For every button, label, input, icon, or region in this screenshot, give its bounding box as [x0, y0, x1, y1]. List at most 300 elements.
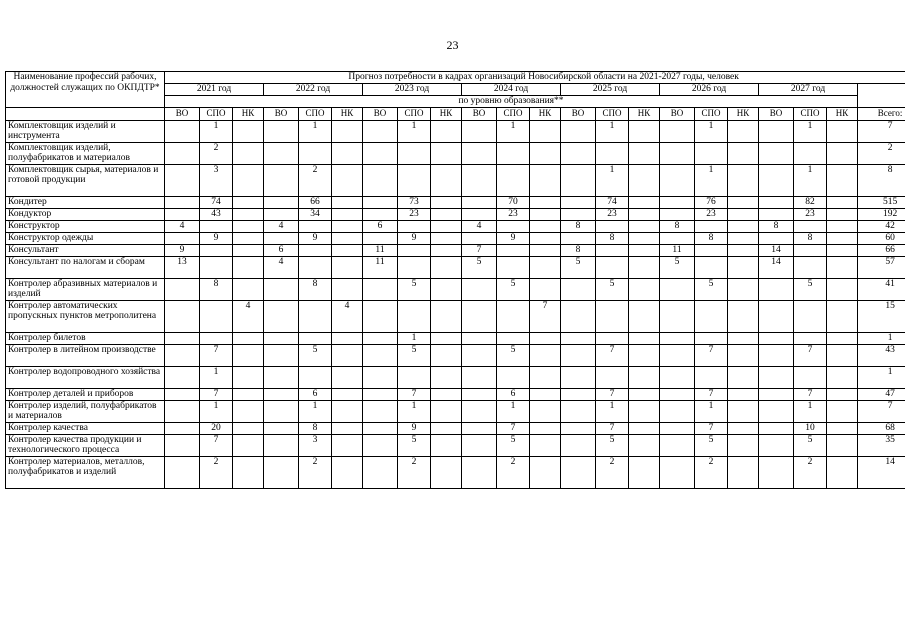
value-cell [759, 121, 794, 143]
value-cell [398, 257, 431, 279]
level-header: СПО [596, 108, 629, 121]
value-cell [431, 301, 462, 333]
value-cell [530, 143, 561, 165]
value-cell: 5 [299, 345, 332, 367]
value-cell [596, 245, 629, 257]
value-cell [332, 389, 363, 401]
value-cell: 8 [561, 245, 596, 257]
value-cell: 20 [200, 423, 233, 435]
value-cell [363, 333, 398, 345]
value-cell: 8 [660, 221, 695, 233]
value-cell [561, 345, 596, 367]
value-cell [165, 345, 200, 367]
value-cell [695, 143, 728, 165]
value-cell [695, 257, 728, 279]
value-cell [530, 197, 561, 209]
value-cell: 8 [200, 279, 233, 301]
value-cell [431, 367, 462, 389]
level-header: НК [530, 108, 561, 121]
row-total: 8 [858, 165, 905, 197]
table-row [6, 279, 905, 301]
value-cell [299, 143, 332, 165]
row-total: 14 [858, 457, 905, 489]
value-cell: 7 [462, 245, 497, 257]
value-cell [462, 279, 497, 301]
value-cell [233, 143, 264, 165]
value-cell [660, 301, 695, 333]
value-cell: 4 [264, 257, 299, 279]
value-cell [462, 121, 497, 143]
level-header: ВО [759, 108, 794, 121]
value-cell [759, 345, 794, 367]
value-cell [398, 221, 431, 233]
value-cell: 1 [794, 165, 827, 197]
value-cell [462, 233, 497, 245]
profession-name: Конструктор одежды [6, 233, 165, 245]
value-cell [233, 367, 264, 389]
value-cell [728, 301, 759, 333]
profession-name: Кондитер [6, 197, 165, 209]
value-cell [561, 279, 596, 301]
value-cell [233, 435, 264, 457]
value-cell [363, 435, 398, 457]
value-cell [695, 301, 728, 333]
row-total: 192 [858, 209, 905, 221]
value-cell [759, 423, 794, 435]
value-cell [363, 389, 398, 401]
year-header: 2022 год [264, 84, 363, 96]
value-cell [497, 245, 530, 257]
value-cell [332, 257, 363, 279]
table-row [6, 197, 905, 209]
value-cell [431, 389, 462, 401]
table-row [6, 333, 905, 345]
value-cell: 70 [497, 197, 530, 209]
value-cell [827, 221, 858, 233]
value-cell [530, 279, 561, 301]
value-cell: 2 [200, 143, 233, 165]
profession-name: Контролер автоматических пропускных пунктов метрополитена [6, 301, 165, 333]
value-cell [629, 279, 660, 301]
level-header: ВО [462, 108, 497, 121]
table-row [6, 245, 905, 257]
value-cell [827, 209, 858, 221]
value-cell: 7 [200, 389, 233, 401]
value-cell [660, 457, 695, 489]
value-cell [530, 245, 561, 257]
value-cell [728, 333, 759, 345]
value-cell [165, 333, 200, 345]
value-cell [264, 435, 299, 457]
table-row [6, 221, 905, 233]
value-cell [462, 165, 497, 197]
level-header: НК [332, 108, 363, 121]
value-cell [431, 197, 462, 209]
value-cell [728, 165, 759, 197]
value-cell [264, 121, 299, 143]
value-cell [462, 209, 497, 221]
value-cell [462, 457, 497, 489]
value-cell [827, 143, 858, 165]
value-cell [530, 401, 561, 423]
value-cell [530, 367, 561, 389]
value-cell: 5 [398, 435, 431, 457]
value-cell: 6 [363, 221, 398, 233]
value-cell: 4 [233, 301, 264, 333]
value-cell [165, 367, 200, 389]
value-cell [363, 301, 398, 333]
value-cell [629, 143, 660, 165]
workforce-forecast-table [5, 71, 905, 489]
value-cell [629, 423, 660, 435]
value-cell [497, 257, 530, 279]
level-header: НК [728, 108, 759, 121]
value-cell: 5 [398, 279, 431, 301]
value-cell: 7 [398, 389, 431, 401]
value-cell [233, 245, 264, 257]
value-cell [264, 233, 299, 245]
value-cell [530, 165, 561, 197]
value-cell [660, 233, 695, 245]
level-header: СПО [200, 108, 233, 121]
value-cell [264, 389, 299, 401]
value-cell [363, 197, 398, 209]
value-cell: 7 [530, 301, 561, 333]
value-cell [233, 345, 264, 367]
value-cell: 5 [596, 435, 629, 457]
value-cell: 6 [264, 245, 299, 257]
table-row [6, 233, 905, 245]
value-cell: 73 [398, 197, 431, 209]
value-cell [363, 165, 398, 197]
value-cell [299, 301, 332, 333]
value-cell [561, 333, 596, 345]
value-cell [759, 333, 794, 345]
value-cell: 5 [794, 435, 827, 457]
value-cell: 5 [497, 345, 530, 367]
value-cell [332, 423, 363, 435]
value-cell: 14 [759, 245, 794, 257]
name-column-header: Наименование профессий рабочих, должностей служащих по ОКПДТР* [6, 72, 165, 108]
value-cell [431, 233, 462, 245]
value-cell [660, 389, 695, 401]
row-total: 66 [858, 245, 905, 257]
value-cell [660, 345, 695, 367]
value-cell [660, 435, 695, 457]
value-cell [561, 435, 596, 457]
value-cell: 43 [200, 209, 233, 221]
value-cell: 1 [596, 165, 629, 197]
value-cell [695, 367, 728, 389]
value-cell [264, 345, 299, 367]
value-cell [794, 301, 827, 333]
value-cell: 9 [497, 233, 530, 245]
value-cell [728, 457, 759, 489]
value-cell: 1 [200, 401, 233, 423]
value-cell [165, 143, 200, 165]
value-cell [794, 143, 827, 165]
value-cell [759, 389, 794, 401]
table-row [6, 401, 905, 423]
value-cell [827, 165, 858, 197]
value-cell [363, 367, 398, 389]
value-cell: 5 [660, 257, 695, 279]
value-cell: 8 [794, 233, 827, 245]
value-cell: 3 [299, 435, 332, 457]
value-cell [431, 245, 462, 257]
value-cell [462, 333, 497, 345]
value-cell: 1 [596, 401, 629, 423]
value-cell [827, 301, 858, 333]
row-total: 57 [858, 257, 905, 279]
level-header: НК [827, 108, 858, 121]
value-cell: 2 [497, 457, 530, 489]
value-cell [629, 257, 660, 279]
value-cell: 5 [462, 257, 497, 279]
row-total: 35 [858, 435, 905, 457]
value-cell: 5 [497, 279, 530, 301]
table-row [6, 345, 905, 367]
value-cell [759, 457, 794, 489]
profession-name: Контролер качества продукции и технологического процесса [6, 435, 165, 457]
value-cell: 2 [299, 165, 332, 197]
row-total: 47 [858, 389, 905, 401]
value-cell: 76 [695, 197, 728, 209]
profession-name: Комплектовщик сырья, материалов и готовой продукции [6, 165, 165, 197]
value-cell: 5 [695, 435, 728, 457]
value-cell [629, 209, 660, 221]
table-row [6, 435, 905, 457]
row-total: 1 [858, 333, 905, 345]
value-cell [431, 423, 462, 435]
value-cell [332, 279, 363, 301]
value-cell [497, 301, 530, 333]
value-cell [530, 435, 561, 457]
value-cell [363, 121, 398, 143]
value-cell [759, 301, 794, 333]
value-cell [431, 401, 462, 423]
value-cell [561, 197, 596, 209]
value-cell [264, 209, 299, 221]
table-row [6, 257, 905, 279]
value-cell [561, 233, 596, 245]
table-row [6, 457, 905, 489]
value-cell [794, 367, 827, 389]
value-cell [827, 245, 858, 257]
name-column-spacer [6, 108, 165, 121]
value-cell: 5 [398, 345, 431, 367]
value-cell: 1 [794, 121, 827, 143]
value-cell [398, 245, 431, 257]
value-cell: 5 [794, 279, 827, 301]
value-cell [233, 423, 264, 435]
value-cell [332, 221, 363, 233]
value-cell: 4 [462, 221, 497, 233]
level-header: СПО [299, 108, 332, 121]
value-cell [561, 209, 596, 221]
profession-name: Контролер деталей и приборов [6, 389, 165, 401]
value-cell: 7 [596, 345, 629, 367]
value-cell [596, 333, 629, 345]
value-cell [462, 389, 497, 401]
value-cell [431, 143, 462, 165]
value-cell: 14 [759, 257, 794, 279]
value-cell [200, 257, 233, 279]
level-header: ВО [561, 108, 596, 121]
row-total: 42 [858, 221, 905, 233]
value-cell [827, 367, 858, 389]
level-header: ВО [363, 108, 398, 121]
value-cell [165, 209, 200, 221]
value-cell [462, 435, 497, 457]
total-spacer [858, 84, 905, 108]
value-cell [165, 423, 200, 435]
value-cell [728, 233, 759, 245]
value-cell: 82 [794, 197, 827, 209]
level-header: ВО [264, 108, 299, 121]
value-cell [264, 197, 299, 209]
value-cell [332, 457, 363, 489]
value-cell [332, 209, 363, 221]
value-cell: 34 [299, 209, 332, 221]
value-cell [759, 197, 794, 209]
value-cell [431, 257, 462, 279]
value-cell: 1 [398, 401, 431, 423]
value-cell [728, 209, 759, 221]
value-cell: 2 [695, 457, 728, 489]
value-cell [200, 301, 233, 333]
value-cell: 5 [497, 435, 530, 457]
value-cell: 10 [794, 423, 827, 435]
value-cell [596, 301, 629, 333]
value-cell [264, 367, 299, 389]
value-cell [530, 345, 561, 367]
value-cell [165, 457, 200, 489]
value-cell [332, 121, 363, 143]
value-cell [728, 279, 759, 301]
value-cell [827, 121, 858, 143]
year-header: 2023 год [363, 84, 462, 96]
value-cell [827, 457, 858, 489]
value-cell [759, 435, 794, 457]
value-cell [827, 401, 858, 423]
value-cell: 1 [794, 401, 827, 423]
value-cell [695, 333, 728, 345]
value-cell [431, 345, 462, 367]
value-cell [596, 221, 629, 233]
value-cell: 1 [299, 401, 332, 423]
value-cell [264, 457, 299, 489]
value-cell [530, 257, 561, 279]
level-header: НК [431, 108, 462, 121]
page-number: 23 [446, 38, 459, 52]
row-total: 60 [858, 233, 905, 245]
profession-name: Контролер водопроводного хозяйства [6, 367, 165, 389]
value-cell: 1 [497, 121, 530, 143]
profession-name: Конструктор [6, 221, 165, 233]
value-cell [233, 257, 264, 279]
value-cell [561, 457, 596, 489]
value-cell [462, 423, 497, 435]
value-cell: 8 [299, 279, 332, 301]
value-cell [827, 233, 858, 245]
profession-name: Контролер изделий, полуфабрикатов и материалов [6, 401, 165, 423]
value-cell [363, 345, 398, 367]
value-cell [299, 257, 332, 279]
value-cell [596, 257, 629, 279]
value-cell [629, 367, 660, 389]
value-cell: 8 [299, 423, 332, 435]
value-cell [233, 209, 264, 221]
value-cell [561, 165, 596, 197]
value-cell: 66 [299, 197, 332, 209]
row-total: 7 [858, 121, 905, 143]
value-cell [629, 245, 660, 257]
value-cell: 6 [497, 389, 530, 401]
value-cell [233, 221, 264, 233]
value-cell: 11 [660, 245, 695, 257]
value-cell [431, 209, 462, 221]
row-total: 15 [858, 301, 905, 333]
value-cell [462, 367, 497, 389]
value-cell [759, 367, 794, 389]
value-cell: 23 [497, 209, 530, 221]
value-cell [165, 121, 200, 143]
value-cell [530, 423, 561, 435]
value-cell: 7 [794, 389, 827, 401]
value-cell [629, 435, 660, 457]
value-cell [332, 401, 363, 423]
value-cell: 11 [363, 245, 398, 257]
value-cell: 2 [200, 457, 233, 489]
value-cell [629, 301, 660, 333]
value-cell [398, 165, 431, 197]
table-row [6, 423, 905, 435]
value-cell: 7 [497, 423, 530, 435]
table-row [6, 301, 905, 333]
value-cell [660, 279, 695, 301]
value-cell: 23 [794, 209, 827, 221]
value-cell [561, 423, 596, 435]
value-cell: 8 [596, 233, 629, 245]
value-cell [530, 457, 561, 489]
value-cell [561, 401, 596, 423]
value-cell [332, 345, 363, 367]
value-cell [728, 245, 759, 257]
value-cell [728, 197, 759, 209]
value-cell [431, 435, 462, 457]
value-cell: 2 [596, 457, 629, 489]
value-cell [660, 209, 695, 221]
value-cell [233, 401, 264, 423]
value-cell [728, 423, 759, 435]
value-cell [233, 233, 264, 245]
value-cell: 11 [363, 257, 398, 279]
value-cell [728, 221, 759, 233]
value-cell [431, 121, 462, 143]
forecast-banner: Прогноз потребности в кадрах организаций Новосибирской области на 2021-2027 годы, человек [165, 72, 905, 84]
value-cell [332, 333, 363, 345]
value-cell: 1 [497, 401, 530, 423]
profession-name: Консультант [6, 245, 165, 257]
value-cell [827, 435, 858, 457]
value-cell: 7 [695, 345, 728, 367]
value-cell [398, 367, 431, 389]
value-cell: 9 [299, 233, 332, 245]
value-cell [759, 233, 794, 245]
value-cell [462, 345, 497, 367]
value-cell: 23 [695, 209, 728, 221]
